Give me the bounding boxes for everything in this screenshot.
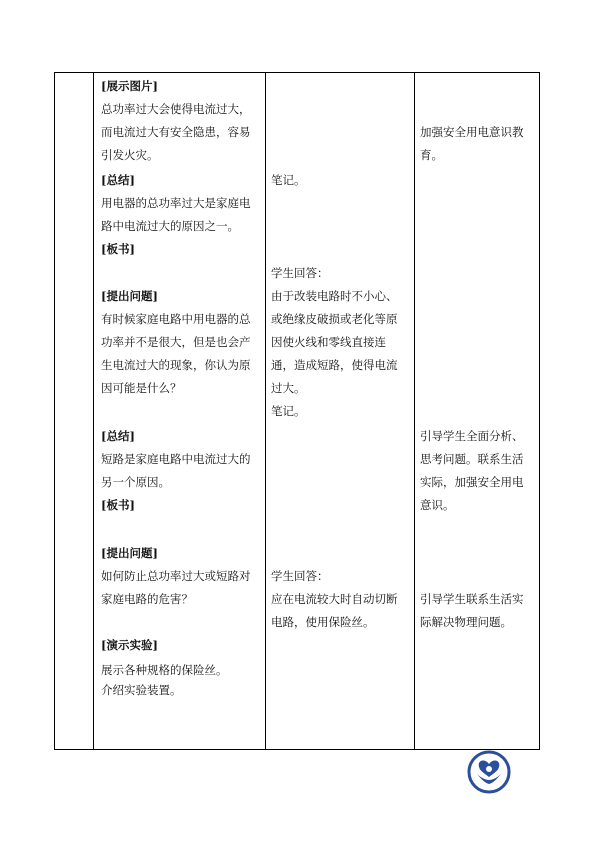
text-line: 实际，加强安全用电 [420,475,524,489]
text-line: 总功率过大会使得电流过大， [101,102,251,116]
school-logo [467,750,511,794]
text-line: 加强安全用电意识教 [420,125,524,139]
text-line: 由于改装电路时不小心、 [271,289,398,303]
text-line: 生电流过大的现象，你认为原 [101,358,251,372]
section-heading: [提出问题] [101,546,158,560]
text-line: 引发火灾。 [101,148,159,162]
logo-dot [486,766,492,772]
text-line: 路中电流过大的原因之一。 [101,219,239,233]
section-heading: [演示实验] [101,638,158,652]
text-line: 学生回答： [271,569,329,583]
section-heading: [板书] [101,498,135,512]
section-heading: [总结] [101,173,135,187]
text-line: 过大。 [271,381,306,395]
text-line: 引导学生联系生活实 [420,592,524,606]
text-line: 学生回答： [271,266,329,280]
section-heading: [展示图片] [101,79,158,93]
text-line: 展示各种规格的保险丝。 [101,663,228,677]
text-line: 或绝缘皮破损或老化等原 [271,312,398,326]
text-line: 思考问题。联系生活 [420,452,524,466]
text-line: 笔记。 [271,173,306,187]
section-heading: [总结] [101,429,135,443]
text-line: 短路是家庭电路中电流过大的 [101,452,251,466]
text-line: 引导学生全面分析、 [420,429,524,443]
text-line: 另一个原因。 [101,475,170,489]
text-line: 育。 [420,148,443,162]
text-line: 因可能是什么？ [101,381,182,395]
text-line: 笔记。 [271,404,306,418]
section-heading: [板书] [101,242,135,256]
text-line: 而电流过大有安全隐患，容易 [101,125,251,139]
text-line: 通，造成短路，使得电流 [271,358,398,372]
text-line: 因使火线和零线直接连 [271,335,386,349]
text-line: 有时候家庭电路中用电器的总 [101,312,251,326]
text-line: 意识。 [420,498,455,512]
teacher-activity-column [93,73,265,749]
text-line: 用电器的总功率过大是家庭电 [101,196,251,210]
text-line: 家庭电路的危害？ [101,592,193,606]
text-line: 介绍实验装置。 [101,683,182,697]
text-line: 应在电流较大时自动切断 [271,592,398,606]
text-line: 电路，使用保险丝。 [271,615,375,629]
design-intent-column [414,73,541,749]
text-line: 际解决物理问题。 [420,615,512,629]
stage-column [55,73,93,749]
student-activity-column [265,73,414,749]
section-heading: [提出问题] [101,289,158,303]
text-line: 如何防止总功率过大或短路对 [101,569,251,583]
lesson-table [54,72,540,750]
text-line: 功率并不是很大，但是也会产 [101,335,251,349]
